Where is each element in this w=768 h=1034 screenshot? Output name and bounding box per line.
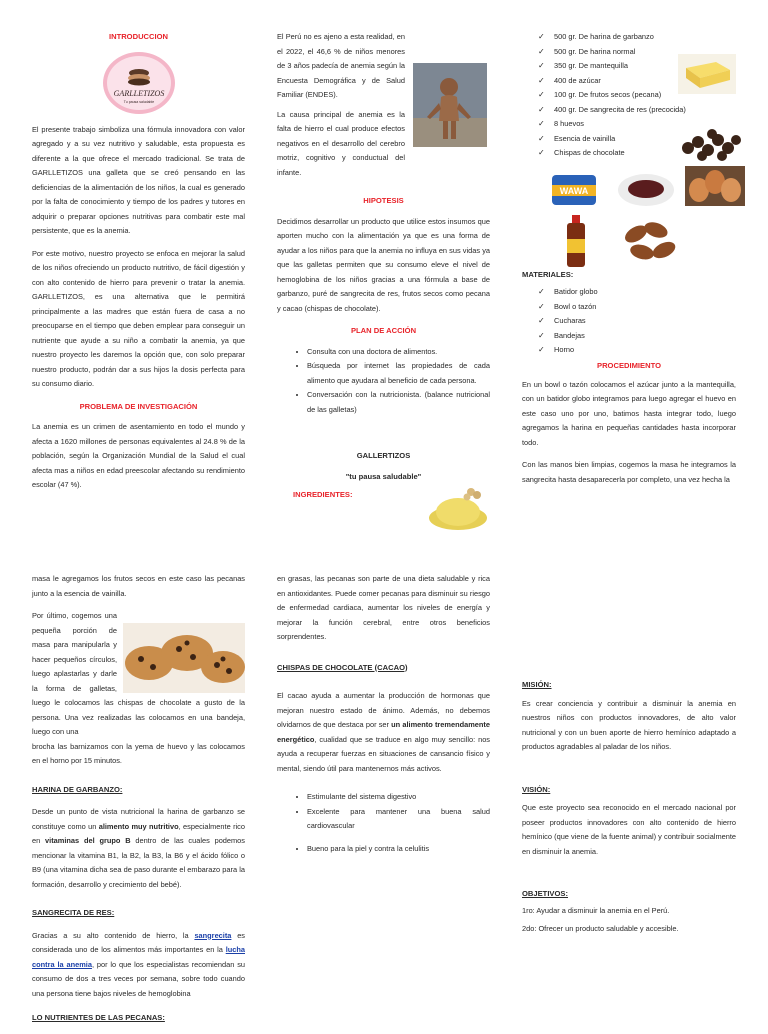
blood-sausage-paragraph — [32, 929, 245, 1002]
objective-2: 2do: Ofrecer un producto saludable y accesible. — [522, 924, 679, 933]
cookies-section — [32, 609, 245, 769]
materials-heading: MATERIALES: — [522, 270, 574, 279]
ingredients-heading: INGREDIENTES: — [293, 490, 353, 499]
intro-heading: INTRODUCCION — [108, 32, 169, 41]
materials-list — [522, 285, 702, 358]
problem-heading: PROBLEMA DE INVESTIGACIÓN — [79, 401, 198, 411]
chickpea-flour-heading: HARINA DE GARBANZO: — [32, 784, 123, 794]
pecan-paragraph: en grasas, las pecanas son parte de una dieta saludable y rica en antioxidantes. Puede comer pecanas para disminuir su riesgo de enfermedad cardiaca, aumentar los niveles de energía y mejorar la función cerebral, entre otros beneficios sorprendentes. — [277, 574, 490, 641]
intro-paragraph-1: El presente trabajo simboliza una fórmula innovadora con valor agregado y a su vez nutritivo y saludable, esta propuesta es diferente a la que ofrece el mercado tradicional. Se trata de GARLLETIZOS una galleta que se creó pensando en las deficiencias de la alimentación de los niños, la cual es generado por la falta de conocimiento y tiempo de los padres y tutores en adquirir o preparar opciones nutritivas para combatir este mal persistente, que es la anemia. — [32, 124, 245, 235]
procedure-paragraph-3: masa le agregamos los frutos secos en este caso las pecanas junto a la esencia de vainilla. — [32, 574, 245, 598]
ingredient-item: ✓ 500 gr. De harina de garbanzo — [522, 30, 692, 45]
text-span: , especialmente rico en — [32, 821, 245, 845]
problem-paragraph: La anemia es un crimen de asentamiento en todo el mundo y afecta a 1620 millones de personas equivalentes al 24.8 % de la población, según la Organización Mundial de la Salud el cual afecta mas a niños en edad preescolar afectando su rendimiento escolar (47 %). — [32, 422, 245, 489]
procedure-heading: PROCEDIMIENTO — [597, 361, 661, 370]
ingredient-item: ✓ 400 gr. De sangrecita de res (precocida) — [522, 103, 692, 118]
material-item: ✓ Bandejas — [522, 329, 702, 344]
list-item: • Conversación con la nutricionista. (balance nutricional de las galletas) — [307, 388, 490, 417]
ingredient-item: ✓ 8 huevos — [522, 117, 692, 132]
anemia-link[interactable]: lucha contra la anemia — [32, 945, 245, 969]
hypothesis-heading: HIPOTESIS — [363, 196, 404, 205]
text-span: , cualidad que se traduce en algo muy sencillo: nos ayuda a recuperar fuerzas en situaciones de cansancio físico y mental, siendo útil para mantenernos más activos. — [277, 734, 490, 773]
text-span: es considerada uno de los alimentos más importantes en la — [32, 930, 245, 954]
peru-paragraph: El Perú no es ajeno a esta realidad, en el 2022, el 46,6 % de niños menores de 3 años padecía de anemia según la Encuesta Demográfica y de Salud Familiar (ENDES). — [277, 32, 405, 99]
blood-sausage-heading: SANGRECITA DE RES: — [32, 908, 115, 917]
material-item: ✓ Bowl o tazón — [522, 300, 702, 315]
ingredient-item: ✓ 400 de azúcar — [522, 74, 692, 89]
pecan-nutrients-heading: LO NUTRIENTES DE LAS PECANAS: — [32, 1013, 165, 1022]
butter-photo — [678, 54, 736, 94]
intro-paragraph-2: Por este motivo, nuestro proyecto se enfoca en mejorar la salud de los niños ofreciendo un producto nutritivo, de fácil digestión y con alto contenido de hierro para prevenir o tratar la anemia. GARLLETIZOS, es una alternativa que le permitirá principalmente a las madres que están fuera de casa a no preocuparse en el tiempo que deben emplear para conseguir un nutriente que ayude a su niño a combatir la anemia, ya que nuestro proyecto les daremos la opción que, con solo preparar nuestro producto, podrán dar a sus hijos la dosis perfecta para su consumo diario. — [32, 248, 245, 388]
ingredients-column — [522, 30, 738, 484]
malnourished-child-photo — [413, 63, 487, 147]
cause-paragraph: La causa principal de anemia es la falta de hierro el cual produce efectos negativos en el desarrollo del cerebro motriz, cognitivo y conductual del infante. — [277, 109, 405, 177]
peru-section — [277, 30, 490, 180]
product-name: GALLERTIZOS — [356, 451, 411, 460]
intro-column — [32, 30, 245, 501]
sangrecita-link[interactable]: sangrecita — [194, 930, 232, 940]
cacao-benefits-list — [277, 790, 490, 856]
page-one — [0, 0, 768, 512]
procedure-continued-column — [32, 572, 245, 1034]
logo-subtitle: Tu pausa saludable — [123, 99, 154, 104]
chickpea-flour-paragraph — [32, 805, 245, 892]
garlletizos-logo — [102, 51, 176, 115]
procedure-section — [522, 359, 736, 495]
mission-heading: MISIÓN: — [522, 680, 552, 689]
vanilla-bottle-photo — [562, 213, 590, 269]
ingredient-item: ✓ 350 gr. De mantequilla — [522, 59, 692, 74]
milk-can-photo — [548, 171, 600, 209]
ingredient-item: ✓ 100 gr. De frutos secos (pecana) — [522, 88, 692, 103]
chocolate-paragraph — [277, 689, 490, 776]
eggs-photo — [685, 166, 745, 206]
text-span-bold: vitaminas del grupo B — [45, 836, 131, 845]
material-item: ✓ Cucharas — [522, 314, 702, 329]
can-label: WAWA — [559, 186, 589, 196]
cookies-photo — [123, 623, 245, 693]
hypothesis-paragraph: Decidimos desarrollar un producto que utilice estos insumos que aporten mucho con la alimentación ya que es una forma de ayudar a los niños para que la anemia no influya en sus vidas ya que las galletas permiten que su consumo eleve el nivel de hemoglobina de los niños gracias a una fórmula a base de garbanzo, puré de sangrecita de res, frutos secos como pecana y cacao (chispas de chocolate). — [277, 216, 490, 313]
ingredient-item: ✓ Esencia de vainilla — [522, 132, 692, 147]
blood-sausage-photo — [616, 171, 676, 209]
objectives-heading: OBJETIVOS: — [522, 889, 568, 898]
ingredients-list — [522, 30, 692, 161]
text-span: Desde un punto de vista nutricional la harina de garbanzo se constituye como un — [32, 807, 245, 831]
procedure-paragraph-2: Con las manos bien limpias, cogemos la masa he integramos la sangrecita hasta desaparecerla por completo, una vez hecha la — [522, 460, 736, 484]
mission-column — [522, 678, 736, 937]
list-item: • Estimulante del sistema digestivo — [307, 790, 490, 805]
list-item: • Búsqueda por internet las propiedades de cada alimento que ayudara al beneficio de cada persona. — [307, 359, 490, 388]
text-span: dentro de las cuales podemos mencionar la vitamina B1, la B2, la B3, la B6 y el ácido fólico o B9 (una vitamina dicha sea de paso durante el embarazo para la formación, desarrollo y crecimiento del bebé). — [32, 836, 245, 889]
ingredient-item: ✓ Chispas de chocolate — [522, 146, 692, 161]
nutrients-column — [277, 572, 490, 862]
chocolate-chips-photo — [676, 122, 746, 166]
text-span-bold: alimento muy nutritivo — [98, 821, 179, 831]
pecans-photo — [618, 214, 682, 268]
procedure-paragraph-1: En un bowl o tazón colocamos el azúcar junto a la mantequilla, con un batidor globo integramos para luego agregar el huevo en este caso uno por uno, batimos hasta integrar todo, luego agregamos la harina en pequeñas cantidades hasta incorporar todo. — [522, 379, 736, 447]
text-span: , por lo que los especialistas recomiendan su consumo de dos a tres veces por semana, sobre todo cuando una persona tiene bajos niveles de hemoglobina — [32, 959, 246, 998]
action-plan-heading: PLAN DE ACCIÓN — [350, 326, 417, 335]
ingredient-item: ✓ 500 gr. De harina normal — [522, 45, 692, 60]
chocolate-heading: CHISPAS DE CHOCOLATE (CACAO) — [277, 662, 408, 672]
text-span-bold: un alimento tremendamente energético — [277, 720, 490, 744]
vision-heading: VISIÓN: — [522, 784, 551, 794]
text-span: El cacao ayuda a aumentar la producción de hormonas que mejoran nuestro estado de ánimo. Además, no debemos olvidarnos de que destaca por ser — [277, 691, 490, 729]
list-item: • Consulta con una doctora de alimentos. — [307, 345, 490, 360]
hypothesis-column — [277, 30, 490, 503]
objective-1: 1ro: Ayudar a disminuir la anemia en el Perú. — [522, 905, 670, 915]
list-item: • Excelente para mantener una buena salud cardiovascular — [307, 805, 490, 834]
material-item: ✓ Horno — [522, 343, 702, 358]
material-item: ✓ Batidor globo — [522, 285, 702, 300]
text-span: Gracias a su alto contenido de hierro, la — [32, 930, 195, 940]
list-item: • Bueno para la piel y contra la celulitis — [307, 842, 490, 857]
logo-title: GARLLETIZOS — [113, 88, 164, 98]
page-two — [0, 512, 768, 1024]
procedure-paragraph-4-end: brocha las barnizamos con la yema de huevo y las colocamos en el horno por 15 minutos. — [32, 741, 245, 765]
action-plan-list — [277, 345, 490, 418]
product-slogan: "tu pausa saludable" — [345, 471, 422, 481]
vision-paragraph: Que este proyecto sea reconocido en el mercado nacional por poseer productos innovadores con alto contenido de hierro hemínico (que viene de la fuente animal) y contribuir socialmente en disminuir la anemia. — [522, 803, 736, 856]
procedure-paragraph-4: Por último, cogemos una pequeña porción de masa para manipularla y hacer pequeños círculos, luego aplastarlas y darle la forma de galletas, luego le colocamos las chispas de chocolate a gusto de la persona. Una vez realizadas las colocamos en una bandeja, luego con una — [32, 611, 245, 736]
mission-paragraph: Es crear conciencia y contribuir a disminuir la anemia en nuestros niños con productos innovadores, de alto valor nutricional y con un buen aporte de hierro hemínico adaptado a productos agradables al paladar de los niños. — [522, 698, 736, 751]
